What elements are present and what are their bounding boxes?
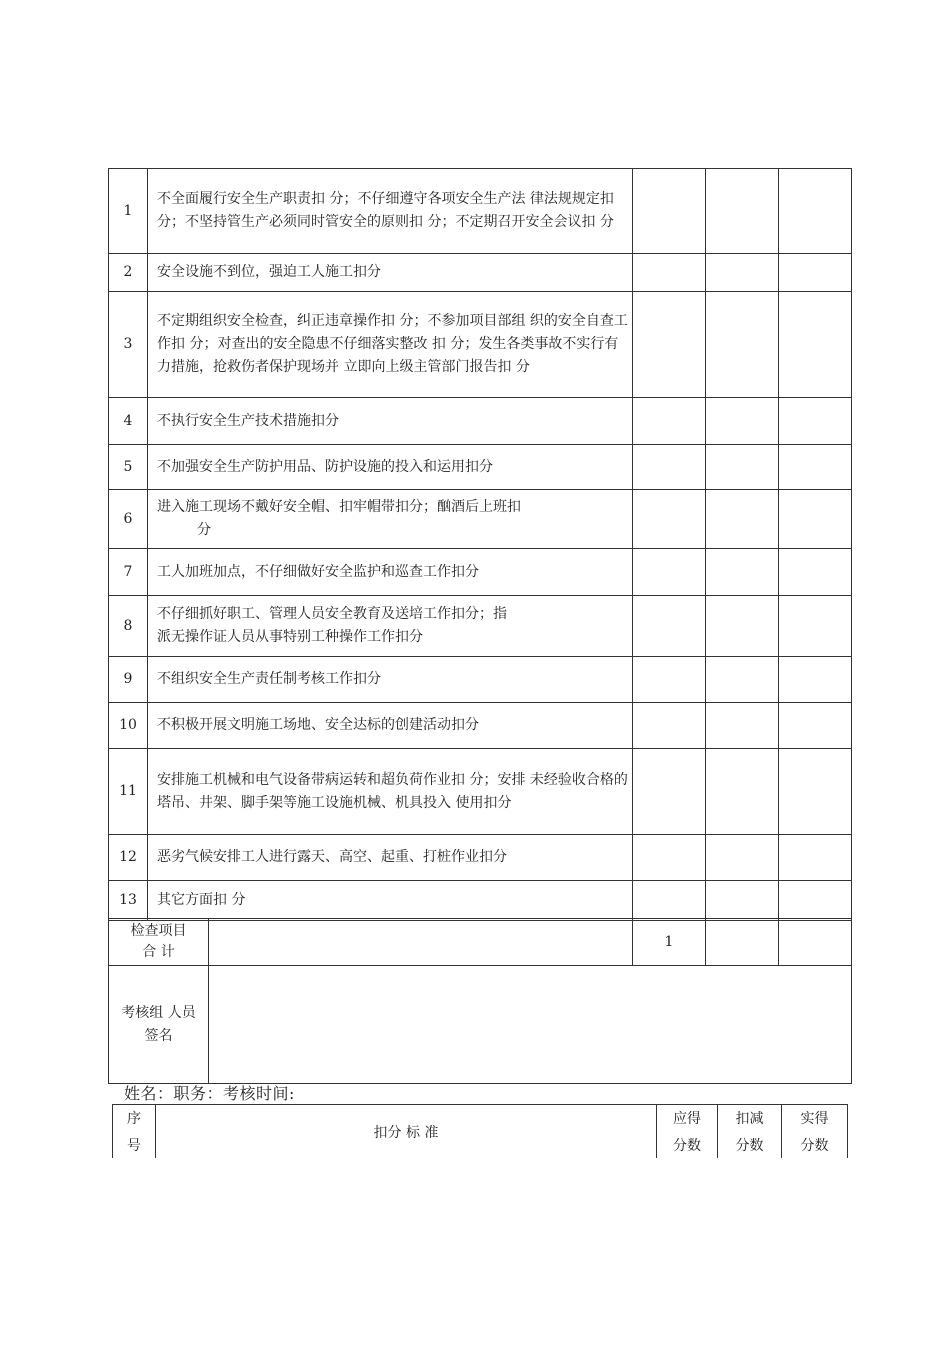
table-row <box>109 596 852 657</box>
deduct-score-cell[interactable] <box>706 835 779 881</box>
seq-header-line2: 号 <box>127 1138 141 1154</box>
table-row <box>109 881 852 921</box>
row-number: 4 <box>109 398 148 445</box>
page-bottom-margin <box>0 1158 950 1348</box>
deduct-score-cell[interactable] <box>706 292 779 398</box>
should-score-cell[interactable] <box>633 657 706 703</box>
actual-score-cell[interactable] <box>779 596 852 657</box>
deduct-score-cell[interactable] <box>706 749 779 835</box>
actual-header-line2: 分数 <box>800 1138 829 1154</box>
row-criteria: 不定期组织安全检查，纠正违章操作扣 分；不参加项目部组 织的安全自查工作扣 分；对查出的安全隐患不仔细落实整改 扣 分；发生各类事故不实行有力措施，抢救伤者保护现场并 立即向上级主管部门报告扣 分 <box>148 292 633 398</box>
deduct-score-cell[interactable] <box>706 490 779 549</box>
row-criteria: 其它方面扣 分 <box>148 881 633 921</box>
total-label-line1: 检查项目 <box>130 923 187 939</box>
row-number: 9 <box>109 657 148 703</box>
deduct-score-cell[interactable] <box>706 703 779 749</box>
summary-table <box>108 918 852 1084</box>
total-label-line2: 合 计 <box>142 944 175 960</box>
seq-header-line1: 序 <box>127 1111 141 1127</box>
actual-score-cell[interactable] <box>779 398 852 445</box>
table-row <box>109 445 852 490</box>
header-row <box>113 1105 848 1162</box>
table-row <box>109 398 852 445</box>
seq-header <box>113 1105 156 1162</box>
row-criteria <box>148 490 633 549</box>
deduct-score-cell[interactable] <box>706 169 779 254</box>
total-should-score[interactable]: 1 <box>633 919 706 966</box>
row-criteria: 不全面履行安全生产职责扣 分；不仔细遵守各项安全生产法 律法规规定扣 分；不坚持管生产必须同时管安全的原则扣 分；不定期召开安全会议扣 分 <box>148 169 633 254</box>
deduct-score-header <box>718 1105 782 1162</box>
table-row <box>109 490 852 549</box>
actual-score-cell[interactable] <box>779 549 852 596</box>
row-criteria-line1: 进入施工现场不戴好安全帽、扣牢帽带扣分；酗酒后上班扣 <box>157 499 521 515</box>
should-score-cell[interactable] <box>633 596 706 657</box>
should-score-cell[interactable] <box>633 445 706 490</box>
row-criteria: 不执行安全生产技术措施扣分 <box>148 398 633 445</box>
second-table-header <box>112 1104 848 1161</box>
row-criteria-line2: 分 <box>197 522 211 538</box>
total-actual-score[interactable] <box>779 919 852 966</box>
deduct-header-line1: 扣减 <box>735 1111 764 1127</box>
should-score-cell[interactable] <box>633 169 706 254</box>
should-score-cell[interactable] <box>633 835 706 881</box>
total-row <box>109 919 852 966</box>
actual-score-cell[interactable] <box>779 445 852 490</box>
actual-score-cell[interactable] <box>779 490 852 549</box>
signature-field[interactable] <box>209 966 852 1084</box>
row-criteria: 不加强安全生产防护用品、防护设施的投入和运用扣分 <box>148 445 633 490</box>
row-criteria: 工人加班加点，不仔细做好安全监护和巡查工作扣分 <box>148 549 633 596</box>
total-criteria-cell <box>209 919 633 966</box>
table-row <box>109 835 852 881</box>
row-number: 2 <box>109 254 148 292</box>
table-row <box>109 703 852 749</box>
deduct-score-cell[interactable] <box>706 657 779 703</box>
sign-row <box>109 966 852 1084</box>
row-criteria-line1: 不仔细抓好职工、管理人员安全教育及送培工作扣分；指 <box>157 606 507 622</box>
assessee-info-line: 姓名：职务：考核时间: <box>124 1084 295 1103</box>
total-label <box>109 919 209 966</box>
deduct-score-cell[interactable] <box>706 398 779 445</box>
row-number: 13 <box>109 881 148 921</box>
should-score-cell[interactable] <box>633 254 706 292</box>
table-row <box>109 254 852 292</box>
should-score-cell[interactable] <box>633 749 706 835</box>
sign-label-line2: 签名 <box>144 1027 173 1044</box>
should-score-cell[interactable] <box>633 549 706 596</box>
row-criteria: 恶劣气候安排工人进行露天、高空、起重、打桩作业扣分 <box>148 835 633 881</box>
actual-score-cell[interactable] <box>779 254 852 292</box>
criteria-header: 扣分 标 准 <box>156 1105 657 1162</box>
actual-score-cell[interactable] <box>779 169 852 254</box>
table-row <box>109 549 852 596</box>
table-row <box>109 657 852 703</box>
row-number: 11 <box>109 749 148 835</box>
should-header-line2: 分数 <box>673 1138 701 1154</box>
row-number: 12 <box>109 835 148 881</box>
row-number: 8 <box>109 596 148 657</box>
table-row <box>109 749 852 835</box>
deduct-score-cell[interactable] <box>706 254 779 292</box>
should-score-cell[interactable] <box>633 703 706 749</box>
should-score-cell[interactable] <box>633 881 706 921</box>
actual-score-cell[interactable] <box>779 749 852 835</box>
row-number: 7 <box>109 549 148 596</box>
should-header-line1: 应得 <box>673 1111 701 1127</box>
actual-header-line1: 实得 <box>800 1111 829 1127</box>
actual-score-cell[interactable] <box>779 835 852 881</box>
table-row <box>109 292 852 398</box>
actual-score-cell[interactable] <box>779 292 852 398</box>
row-number: 10 <box>109 703 148 749</box>
row-number: 3 <box>109 292 148 398</box>
row-criteria: 安全设施不到位，强迫工人施工扣分 <box>148 254 633 292</box>
actual-score-cell[interactable] <box>779 703 852 749</box>
row-criteria: 安排施工机械和电气设备带病运转和超负荷作业扣 分；安排 未经验收合格的塔吊、井架、脚手架等施工设施机械、机具投入 使用扣分 <box>148 749 633 835</box>
actual-score-header <box>782 1105 848 1162</box>
total-deduct-score[interactable] <box>706 919 779 966</box>
deduct-score-cell[interactable] <box>706 445 779 490</box>
should-score-cell[interactable] <box>633 398 706 445</box>
table-row <box>109 169 852 254</box>
row-number: 5 <box>109 445 148 490</box>
deduct-header-line2: 分数 <box>735 1138 764 1154</box>
should-score-cell[interactable] <box>633 292 706 398</box>
row-criteria: 不积极开展文明施工场地、安全达标的创建活动扣分 <box>148 703 633 749</box>
row-criteria <box>148 596 633 657</box>
should-score-cell[interactable] <box>633 490 706 549</box>
deduct-score-cell[interactable] <box>706 881 779 921</box>
row-criteria: 不组织安全生产责任制考核工作扣分 <box>148 657 633 703</box>
sign-label-line1: 考核组 人员 <box>121 1004 196 1021</box>
row-criteria-line2: 派无操作证人员从事特别工种操作工作扣分 <box>157 629 423 645</box>
actual-score-cell[interactable] <box>779 881 852 921</box>
deduct-score-cell[interactable] <box>706 549 779 596</box>
row-number: 1 <box>109 169 148 254</box>
sign-label <box>109 966 209 1084</box>
actual-score-cell[interactable] <box>779 657 852 703</box>
assessment-table <box>108 168 852 921</box>
should-score-header <box>657 1105 718 1162</box>
row-number: 6 <box>109 490 148 549</box>
deduct-score-cell[interactable] <box>706 596 779 657</box>
